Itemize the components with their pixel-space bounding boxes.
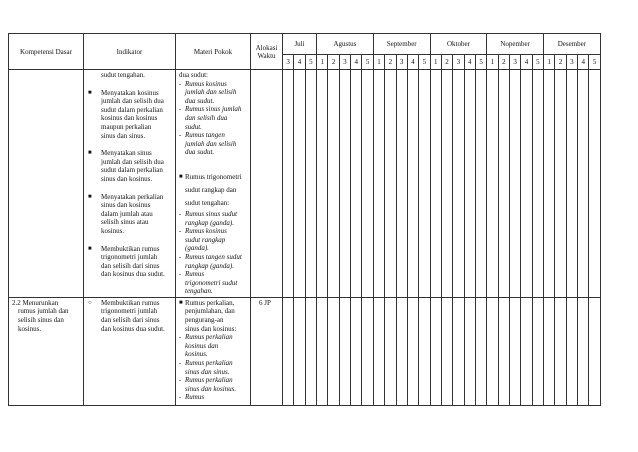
week-number: 1 [544,55,555,70]
schedule-cell [532,70,543,298]
schedule-cell [385,70,396,298]
schedule-cell [498,297,509,405]
materi-item [179,131,247,157]
schedule-cell [396,70,407,298]
week-number: 1 [487,55,498,70]
materi-line: Rumus trigonometri [185,172,242,181]
schedule-cell [419,297,430,405]
schedule-cell [589,70,600,298]
materi-line: jumlah dan selisih [185,139,237,148]
table-row [9,297,601,405]
materi-line: Rumus kosinus [185,227,227,236]
syllabus-table [8,33,601,406]
schedule-cell [419,70,430,298]
materi-line: penjumlahan, dan [185,307,235,316]
materi-cell [176,70,251,298]
week-number: 4 [464,55,475,70]
month-header: Desember [544,34,601,55]
indikator-item [87,299,172,333]
schedule-cell [362,70,373,298]
header-materi-pokok: Materi Pokok [176,34,251,70]
indikator-line: dan kosinus dua sudut. [101,324,165,333]
materi-line: Rumus perkalian [185,333,233,342]
week-number: 4 [294,55,305,70]
schedule-cell [509,297,520,405]
dash-marker: - [179,209,182,218]
schedule-cell [441,297,452,405]
indikator-line: sudut tengahan. [101,71,145,79]
materi-line: sinus dan kosinus. [185,384,237,393]
indikator-item [87,71,172,80]
week-number: 5 [419,55,430,70]
week-number: 5 [305,55,316,70]
week-number: 2 [385,55,396,70]
week-number: 4 [407,55,418,70]
bullet-icon: ■ [88,89,92,96]
alokasi-cell [251,297,283,405]
indikator-line: Membuktikan rumus [101,298,160,307]
schedule-cell [487,297,498,405]
materi-line: sinus dan sinus. [185,367,230,376]
kd-number: 2.2 [12,298,21,307]
schedule-cell [373,70,384,298]
schedule-cell [532,297,543,405]
materi-line: dan selisih dua [185,113,228,122]
indikator-line: sinus dan sinus. [101,131,146,140]
week-number: 3 [509,55,520,70]
schedule-cell [407,297,418,405]
materi-line: sudut tengahan: [185,198,230,207]
month-header: Agustus [317,34,374,55]
materi-line: Rumus [185,393,205,402]
week-number: 1 [317,55,328,70]
kd-line: selisih sinus dan [18,316,64,325]
materi-line: kosinus dan [185,341,219,350]
schedule-cell [555,297,566,405]
schedule-cell [430,297,441,405]
schedule-cell [373,297,384,405]
table-row [9,70,601,298]
materi-line: sudut rangkap [185,235,226,244]
schedule-cell [578,297,589,405]
schedule-cell [566,297,577,405]
schedule-cell [430,70,441,298]
materi-item [179,227,247,253]
indikator-line: selisih sinus atau [101,218,149,227]
week-number: 5 [362,55,373,70]
schedule-cell [351,297,362,405]
indikator-line: sinus dan kosinus [101,201,151,210]
alokasi-cell [251,70,283,298]
week-number: 1 [373,55,384,70]
materi-item [179,105,247,131]
materi-line: dua sudut. [185,96,215,105]
indikator-line: sinus dan kosinus. [101,174,153,183]
materi-line: Rumus perkalian [185,376,233,385]
schedule-cell [305,70,316,298]
materi-line: dua sudut: [179,71,208,79]
header-indikator: Indikator [84,34,176,70]
materi-item [179,253,247,270]
indikator-line: kosinus. [101,226,125,235]
materi-line: dua sudut. [185,148,215,157]
dash-marker: - [179,227,182,236]
dash-marker: - [179,252,182,261]
materi-item [179,376,247,393]
indikator-line: dan selisih dari sinus [101,261,160,270]
schedule-cell [385,297,396,405]
materi-line: trigonometri sudut [185,278,238,287]
schedule-cell [578,70,589,298]
indikator-line: trigonometri jumlah [101,307,158,316]
indikator-line: sudut dalam perkalian [101,166,163,175]
week-number: 3 [339,55,350,70]
kd-line: rumus jumlah dan [18,307,69,316]
schedule-cell [396,297,407,405]
bullet-icon: ■ [88,150,92,157]
week-number: 5 [475,55,486,70]
schedule-cell [544,70,555,298]
materi-line: Rumus sinus sudut [185,209,238,218]
indikator-line: Menyatakan kosinus [101,88,159,97]
materi-item [179,270,247,296]
materi-line: Rumus tangen [185,131,225,140]
schedule-cell [453,297,464,405]
schedule-cell [521,70,532,298]
indikator-line: Menyatakan perkalian [101,192,164,201]
schedule-cell [339,297,350,405]
materi-item [179,80,247,106]
indikator-line: sudut dalam perkalian [101,105,163,114]
week-number: 2 [328,55,339,70]
schedule-cell [294,297,305,405]
dash-marker: - [179,270,182,279]
indikator-cell [84,70,176,298]
dash-marker: - [179,359,182,368]
spacer [87,140,172,149]
materi-item [179,71,247,80]
schedule-cell [453,70,464,298]
materi-item [179,393,247,402]
header-kompetensi-dasar: Kompetensi Dasar [9,34,84,70]
week-number: 4 [521,55,532,70]
materi-line: (ganda). [185,244,209,253]
indikator-line: kosinus dan kosinus [101,114,158,123]
month-header: Nopember [487,34,544,55]
dash-marker: - [179,393,182,402]
schedule-cell [362,297,373,405]
schedule-cell [555,70,566,298]
indikator-line: jumlah dan selisih dua [101,157,164,166]
materi-line: Rumus perkalian [185,359,233,368]
materi-line: Rumus sinus jumlah [185,105,242,114]
schedule-cell [317,297,328,405]
week-number: 3 [396,55,407,70]
bullet-icon: ■ [179,173,183,180]
schedule-cell [544,297,555,405]
schedule-cell [328,70,339,298]
week-number: 3 [566,55,577,70]
schedule-cell [407,70,418,298]
indikator-item [87,245,172,279]
materi-line: rangkap (ganda). [185,218,234,227]
materi-line: Rumus perkalian, [185,298,235,307]
schedule-cell [305,297,316,405]
spacer [87,80,172,89]
indikator-line: Menyatakan sinus [101,149,152,158]
materi-line: kosinus. [185,350,208,359]
dash-marker: - [179,333,182,342]
materi-item [179,359,247,376]
materi-line: sinus dan kosinus: [185,324,237,333]
kd-line: kosinus. [18,324,42,333]
materi-line: sudut. [185,122,202,131]
bullet-icon: ■ [88,193,92,200]
materi-line: pengurang-an [185,316,224,325]
week-number: 4 [578,55,589,70]
materi-item [179,299,247,333]
dash-marker: - [179,79,182,88]
schedule-cell [509,70,520,298]
week-number: 1 [430,55,441,70]
indikator-line: trigonometri jumlah [101,253,158,262]
schedule-cell [328,297,339,405]
indikator-item [87,149,172,183]
header-alokasi-waktu: Alokasi Waktu [251,34,283,70]
schedule-cell [283,70,294,298]
schedule-cell [589,297,600,405]
schedule-cell [487,70,498,298]
indikator-item [87,89,172,141]
indikator-line: dan kosinus dua sudut. [101,270,165,279]
spacer [87,236,172,245]
indikator-item [87,193,172,236]
materi-line: Rumus tangen sudut [185,252,242,261]
dash-marker: - [179,376,182,385]
dash-marker: - [179,105,182,114]
week-number: 5 [589,55,600,70]
materi-line: Rumus [185,270,205,279]
dash-marker: - [179,131,182,140]
month-header: September [373,34,430,55]
alokasi-value: 6 JP [259,298,271,307]
week-number: 4 [351,55,362,70]
schedule-cell [521,297,532,405]
schedule-cell [294,70,305,298]
materi-line: Rumus kosinus [185,79,227,88]
schedule-cell [464,297,475,405]
indikator-line: dalam jumlah atau [101,209,153,218]
materi-item [179,333,247,359]
week-number: 5 [532,55,543,70]
schedule-cell [566,70,577,298]
header-row [9,34,601,55]
schedule-cell [441,70,452,298]
indikator-line: Membuktikan rumus [101,244,160,253]
week-number: 2 [441,55,452,70]
week-number: 2 [555,55,566,70]
materi-line: jumlah dan selisih [185,88,237,97]
materi-item [179,171,247,210]
schedule-cell [317,70,328,298]
schedule-cell [339,70,350,298]
kd-cell [9,70,84,298]
indikator-line: jumlah dan selisih dua [101,97,164,106]
schedule-cell [464,70,475,298]
materi-line: tengahan. [185,287,213,296]
indikator-line: dan selisih dari sinus [101,316,160,325]
bullet-icon: ■ [179,299,183,306]
bullet-icon: ■ [88,245,92,252]
week-number: 2 [498,55,509,70]
indikator-line: maupun perkalian [101,122,152,131]
indikator-cell [84,297,176,405]
materi-line: rangkap (ganda). [185,261,234,270]
month-header: Oktober [430,34,487,55]
schedule-cell [475,70,486,298]
month-header: Juli [283,34,317,55]
week-number: 3 [283,55,294,70]
schedule-cell [498,70,509,298]
spacer [87,184,172,193]
schedule-cell [351,70,362,298]
materi-cell [176,297,251,405]
schedule-cell [475,297,486,405]
kd-line: Menurunkan [22,298,59,307]
kd-cell [9,297,84,405]
bullet-icon: ○ [88,299,92,306]
kd-text [12,299,80,333]
materi-item [179,210,247,227]
materi-line: sudut rangkap dan [185,185,237,194]
week-number: 3 [453,55,464,70]
schedule-cell [283,297,294,405]
